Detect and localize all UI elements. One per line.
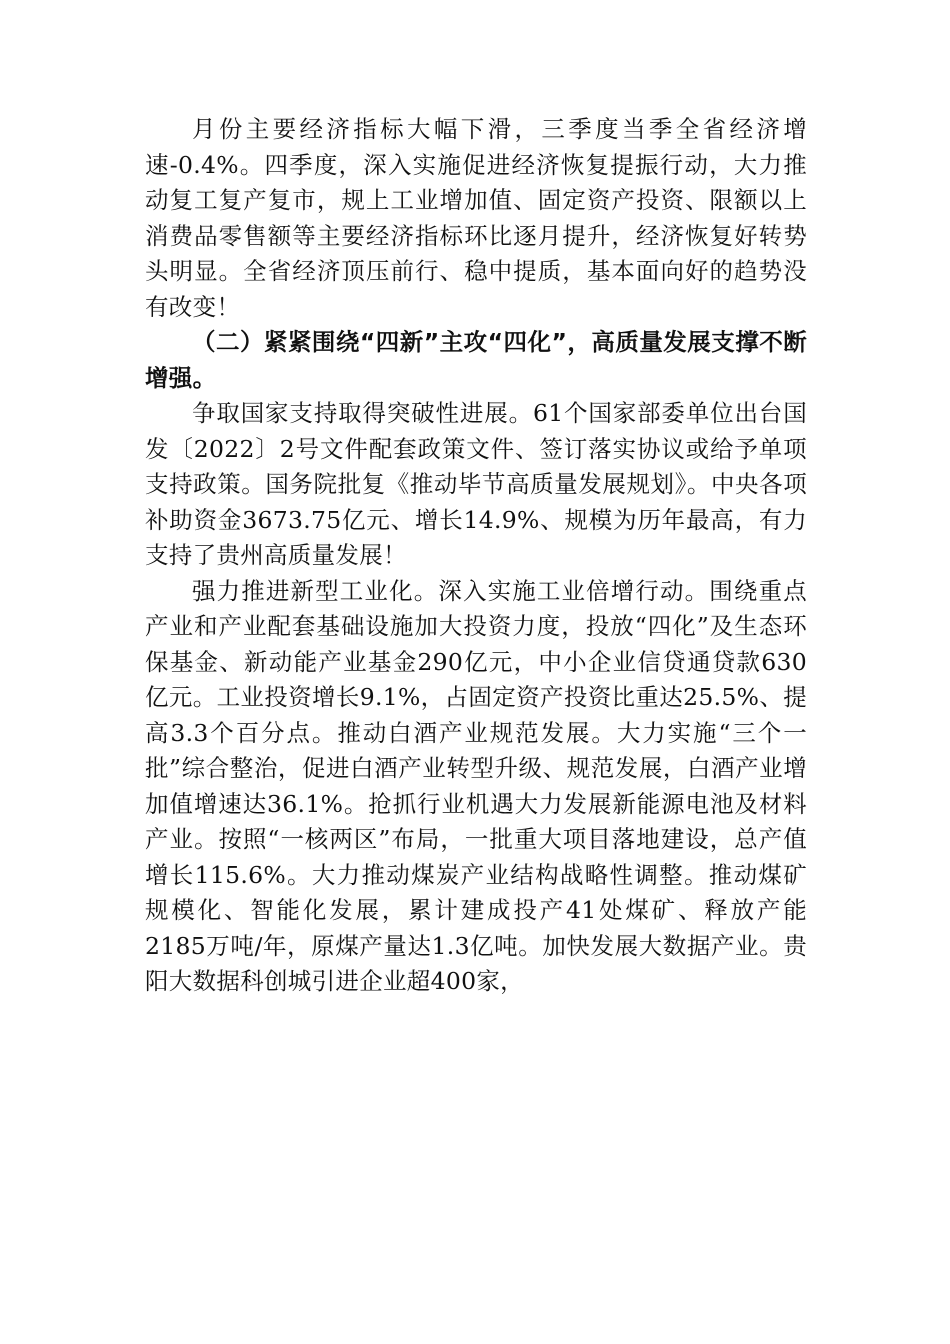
- paragraph-economic-recovery: 月份主要经济指标大幅下滑，三季度当季全省经济增速-0.4%。四季度，深入实施促进经济恢复提振行动，大力推动复工复产复市，规上工业增加值、固定资产投资、限额以上消费品零售额等主要经济指标环比逐月提升，经济恢复好转势头明显。全省经济顶压前行、稳中提质，基本面向好的趋势没有改变！: [145, 115, 807, 321]
- section-heading-four-new: （二）紧紧围绕“四新”主攻“四化”，高质量发展支撑不断增强。: [145, 328, 807, 392]
- paragraph-national-support: 争取国家支持取得突破性进展。61个国家部委单位出台国发〔2022〕2号文件配套政策文件、签订落实协议或给予单项支持政策。国务院批复《推动毕节高质量发展规划》。中央各项补助资金3673.75亿元、增长14.9%、规模为历年最高，有力支持了贵州高质量发展！: [145, 399, 807, 569]
- document-page: [145, 112, 807, 1000]
- paragraph-industrialization: 强力推进新型工业化。深入实施工业倍增行动。围绕重点产业和产业配套基础设施加大投资力度，投放“四化”及生态环保基金、新动能产业基金290亿元，中小企业信贷通贷款630亿元。工业投资增长9.1%，占固定资产投资比重达25.5%、提高3.3个百分点。推动白酒产业规范发展。大力实施“三个一批”综合整治，促进白酒产业转型升级、规范发展，白酒产业增加值增速达36.1%。抢抓行业机遇大力发展新能源电池及材料产业。按照“一核两区”布局，一批重大项目落地建设，总产值增长115.6%。大力推动煤炭产业结构战略性调整。推动煤矿规模化、智能化发展，累计建成投产41处煤矿、释放产能2185万吨/年，原煤产量达1.3亿吨。加快发展大数据产业。贵阳大数据科创城引进企业超400家，: [145, 576, 807, 995]
